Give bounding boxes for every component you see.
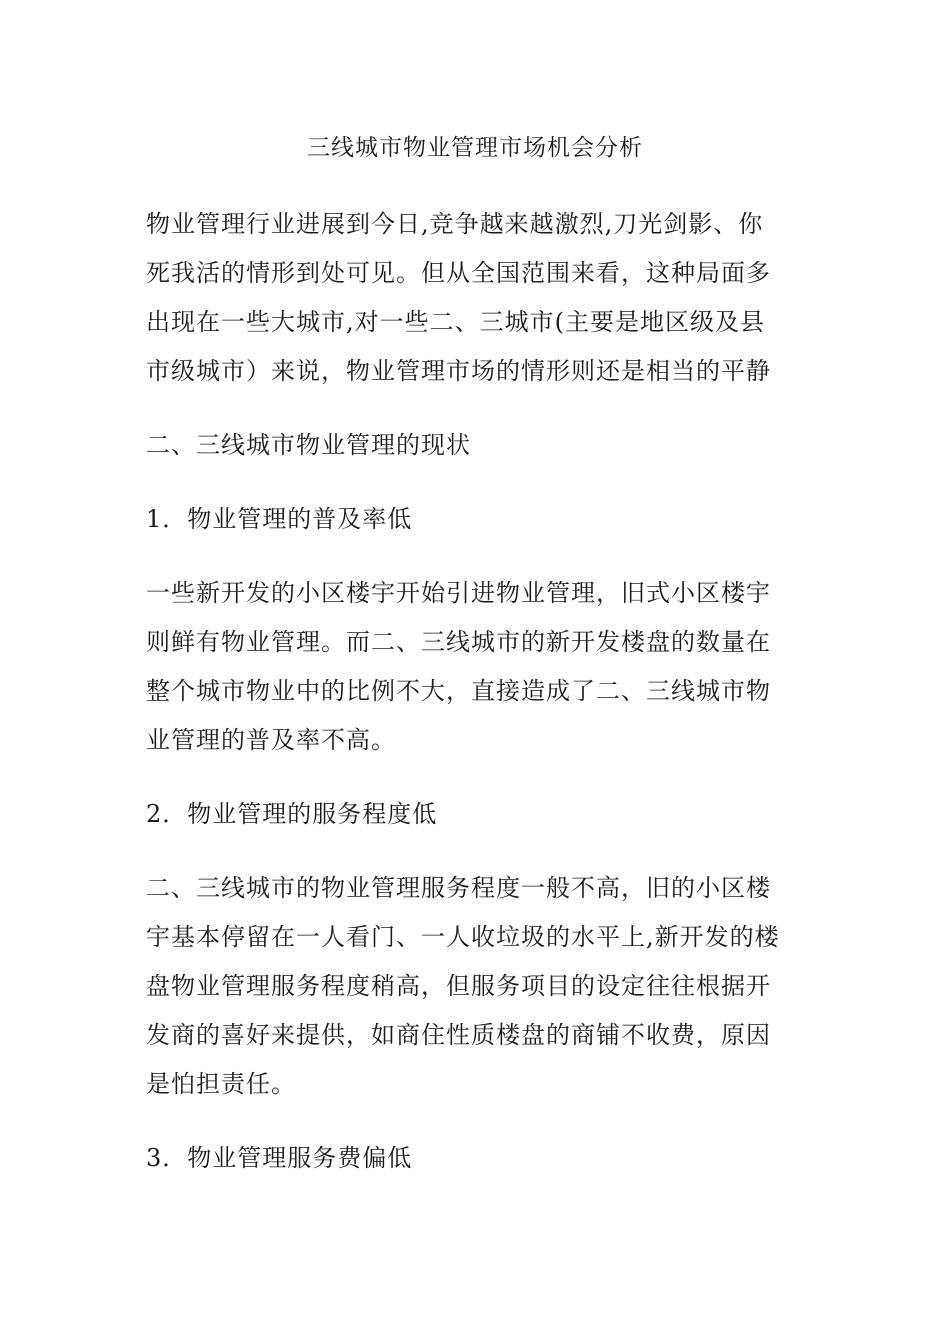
subsection-heading	[146, 790, 806, 839]
document-title: 三线城市物业管理市场机会分析	[307, 135, 643, 161]
text-line: 发商的喜好来提供，如商住性质楼盘的商铺不收费，原因	[146, 1021, 771, 1049]
text-line: 物业管理行业进展到今日,竞争越来越激烈,刀光剑影、你	[146, 210, 764, 238]
subsection-heading	[146, 1134, 806, 1183]
text-line: 是怕担责任。	[146, 1070, 296, 1098]
document-body	[146, 200, 806, 1208]
text-line: 整个城市物业中的比例不大，直接造成了二、三线城市物	[146, 677, 771, 705]
text-line: 出现在一些大城市,对一些二、三城市(主要是地区级及县	[146, 308, 765, 336]
text-line: 二、三线城市的物业管理服务程度一般不高，旧的小区楼	[146, 874, 771, 902]
text-line: 一些新开发的小区楼宇开始引进物业管理，旧式小区楼宇	[146, 579, 771, 607]
text-line: 市级城市）来说，物业管理市场的情形则还是相当的平静	[146, 357, 771, 385]
text-line: 死我活的情形到处可见。但从全国范围来看，这种局面多	[146, 259, 771, 287]
subsection-heading	[146, 495, 806, 544]
text-line: 则鲜有物业管理。而二、三线城市的新开发楼盘的数量在	[146, 628, 771, 656]
heading-line: 3．物业管理服务费偏低	[146, 1144, 413, 1172]
text-line: 宇基本停留在一人看门、一人收垃圾的水平上,新开发的楼	[146, 923, 780, 951]
section-heading	[146, 421, 806, 470]
body-paragraph	[146, 569, 806, 765]
intro-paragraph	[146, 200, 806, 396]
text-line: 盘物业管理服务程度稍高，但服务项目的设定往往根据开	[146, 972, 771, 1000]
body-paragraph	[146, 864, 806, 1109]
heading-line: 2．物业管理的服务程度低	[146, 800, 438, 828]
text-line: 业管理的普及率不高。	[146, 726, 396, 754]
heading-line: 1．物业管理的普及率低	[146, 505, 413, 533]
heading-line: 二、三线城市物业管理的现状	[146, 431, 471, 459]
